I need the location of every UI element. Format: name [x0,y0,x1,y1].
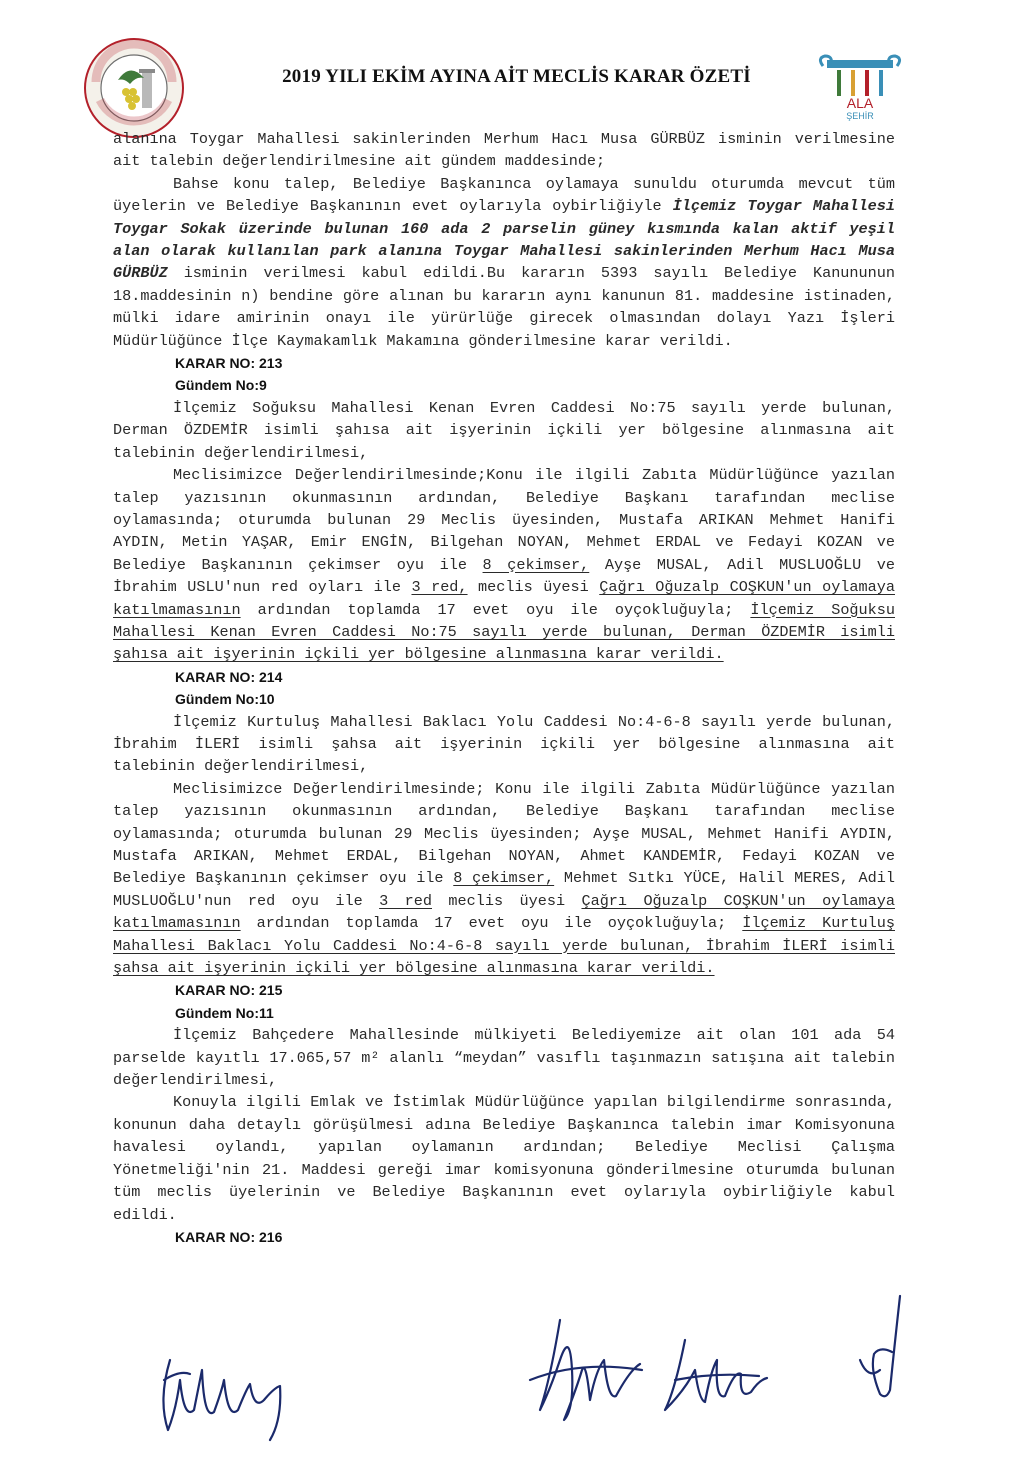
intro-paragraph-1: alanına Toygar Mahallesi sakinlerinden Merhum Hacı Musa GÜRBÜZ isminin verilmesine ait talebin değerlendirilmesine ait gündem maddesinde; [113,130,895,171]
karar-213-text-a: Meclisimizce Değerlendirilmesinde;Konu ile ilgili Zabıta Müdürlüğünce yazılan talep yazısının okunmasının ardından, Belediye Başkanı tarafından meclise oylamasında; oturumda bulunan 29 Meclis üyesinden, Mustafa ARIKAN Mehmet Hanifi AYDIN, Metin YAŞAR, Emir ENGİN, Bilgehan NOYAN, Mehmet ERDAL ve Fedayi KOZAN ve Belediye Başkanının çekimser oyu ile [113,466,895,574]
intro-text-b: isminin verilmesi kabul edildi.Bu kararın 5393 sayılı Belediye Kanununun 18.maddesinin n) bendine göre alınan bu kararın aynı kanunun 81. maddesine istinaden, mülki idare amirinin onayı ile yürürlüğe girecek olmasından dolayı Yazı İşleri Müdürlüğünce İlçe Kaymakamlık Makamına gönderilmesine karar verildi. [113,264,895,350]
karar-no-216: KARAR NO: 216 [175,1228,283,1245]
karar-214-absent-member: Çağrı Oğuzalp COŞKUN'un oylamaya katılmamasının [113,891,895,933]
intro-paragraph-2 [113,173,895,352]
svg-text:ŞEHİR: ŞEHİR [846,111,874,121]
karar-no-214: KARAR NO: 214 [175,668,283,685]
karar-214-text-c: meclis üyesi [432,891,582,910]
karar-215-subject: İlçemiz Bahçedere Mahallesinde mülkiyeti Belediyemize ait olan 101 ada 54 parselde kayıtlı 17.065,57 m² alanlı “meydan” vasıflı taşınmazın satışına ait talebin değerlendirilmesi, [113,1026,895,1090]
karar-214-resolution: İlçemiz Kurtuluş Mahallesi Baklacı Yolu Caddesi No:4-6-8 sayılı yerde bulunan, İbrahim İLERİ isimli şahsa ait işyerinin içkili yer bölgesine alınmasına karar verildi. [113,914,895,978]
karar-no-215: KARAR NO: 215 [175,982,283,999]
karar-213-abstain-count: 8 çekimser, [482,555,590,574]
signature-left [150,1340,310,1450]
gundem-no-11: Gündem No:11 [175,1004,274,1021]
page-title: 2019 YILI EKİM AYINA AİT MECLİS KARAR ÖZETİ [282,66,751,87]
alasehir-belediyesi-logo [82,36,186,140]
karar-213-absent-member: Çağrı Oğuzalp COŞKUN'un oylamaya katılmamasının [113,578,895,619]
karar-214-abstain-count: 8 çekimser, [453,869,555,888]
karar-213-text-c: meclis üyesi [467,578,600,597]
karar-213-subject: İlçemiz Soğuksu Mahallesi Kenan Evren Caddesi No:75 sayılı yerde bulunan, Derman ÖZDEMİR isimli şahısa ait işyerinin içkili yer bölgesine alınmasına ait talebinin değerlendirilmesi, [113,398,895,462]
svg-text:ALA: ALA [846,95,874,111]
karar-214-text-a: Meclisimizce Değerlendirilmesinde; Konu ile ilgili Zabıta Müdürlüğünce yazılan talep yazısının okunmasının ardından, Belediye Başkanı tarafından meclise oylamasında; oturumda bulunan 29 Meclis üyesinden; Ayşe MUSAL, Mehmet Hanifi AYDIN, Mustafa ARIKAN, Mehmet ERDAL, Bilgehan NOYAN, Ahmet KANDEMİR, Fedayi KOZAN ve Belediye Başkanının çekimser oyu ile [113,779,895,888]
karar-213-resolution: İlçemiz Soğuksu Mahallesi Kenan Evren Caddesi No:75 sayılı yerde bulunan, Derman ÖZDEMİR isimli şahısa ait işyerinin içkili yer bölgesine alınmasına karar verildi. [113,600,895,664]
karar-214-reject-count: 3 red [379,891,432,910]
gundem-no-10: Gündem No:10 [175,691,275,708]
karar-214-decision [113,778,895,980]
signature-right [840,1290,920,1410]
document-body [113,128,895,1248]
karar-215-decision: Konuyla ilgili Emlak ve İstimlak Müdürlüğünce yapılan bilgilendirme sonrasında, konunun daha detaylı görüşülmesi adına Belediye Başkanınca talebin imar Komisyonuna havalesi oylandı, yapılan oylamanın ardından; Belediye Meclisi Çalışma Yönetmeliği'nin 21. Maddesi gereği imar komisyonuna gönderilmesine oturumda bulunan tüm meclis üyelerinin ve Belediye Başkanının evet oylarıyla oybirliğiyle kabul edildi. [113,1093,895,1224]
intro-text-a: Bahse konu talep, Belediye Başkanınca oylamaya sunuldu oturumda mevcut tüm üyelerin ve Belediye Başkanının evet oylarıyla oybirliğiyle [113,174,895,216]
karar-213-text-b: Ayşe MUSAL, Adil MUSLUOĞLU ve İbrahim USLU'nun red oyları ile [113,555,896,597]
karar-213-reject-count: 3 red, [411,578,468,597]
signature-center-right [655,1330,775,1430]
karar-no-213: KARAR NO: 213 [175,355,283,372]
karar-214-subject: İlçemiz Kurtuluş Mahallesi Baklacı Yolu Caddesi No:4-6-8 sayılı yerde bulunan, İbrahim İLERİ isimli şahsa ait işyerinin içkili yer bölgesine alınmasına ait talebinin değerlendirilmesi, [113,712,895,776]
intro-bold-decision: İlçemiz Toygar Mahallesi Toygar Sokak üzerinde bulunan 160 ada 2 parselin güney kısmında kalan aktif yeşil alan olarak kullanılan park alanına Toygar Mahallesi sakinlerinden Merhum Hacı Musa GÜRBÜZ [113,197,895,283]
karar-213-text-d: ardından toplamda 17 evet oyu ile oyçokluğuyla; [240,600,751,619]
gundem-no-9: Gündem No:9 [175,377,267,394]
signature-center-left [520,1300,650,1450]
karar-213-decision [113,464,895,666]
karar-214-text-b: Mehmet Sıtkı YÜCE, Halil MERES, Adil MUSLUOĞLU'nun red oyu ile [113,869,896,910]
karar-214-text-d: ardından toplamda 17 evet oyu ile oyçokluğuyla; [240,914,743,933]
